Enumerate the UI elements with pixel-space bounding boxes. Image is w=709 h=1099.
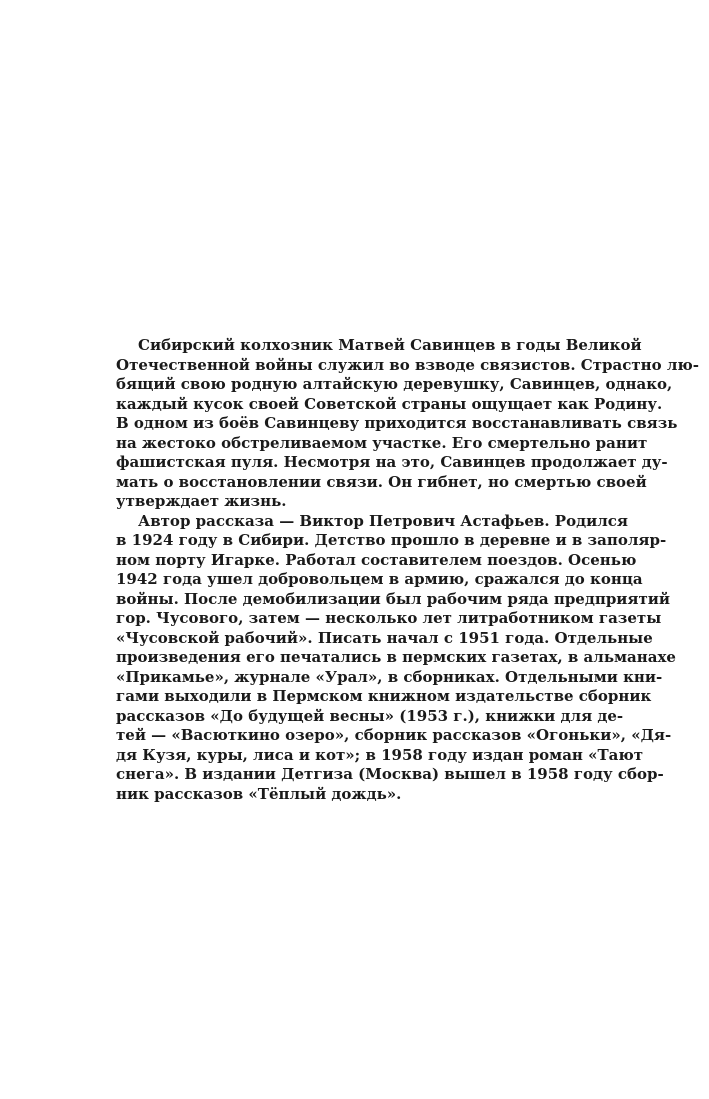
text-line: рассказов «До будущей весны» (1953 г.), книжки для де- [116,706,624,725]
text-line: дя Кузя, куры, лиса и кот»; в 1958 году издан роман «Тают [116,745,644,764]
text-line: каждый кусок своей Советской страны ощущает как Родину. [116,394,663,413]
text-line: ном порту Игарке. Работал составителем поездов. Осенью [116,550,637,569]
text-line: фашистская пуля. Несмотря на это, Савинцев продолжает ду- [116,453,668,471]
text-line: бящий свою родную алтайскую деревушку, Савинцев, однако, [116,375,673,393]
text-line: 1942 года ушел добровольцем в армию, сражался до конца [116,570,643,588]
paragraph-author-bio [116,511,676,805]
text-line: произведения его печатались в пермских газетах, в альманахе [116,648,676,666]
text-line: «Прикамье», журнале «Урал», в сборниках. Отдельными кни- [116,667,663,686]
annotation-text [116,336,700,804]
paragraph-summary [116,336,700,512]
text-line: «Чусовской рабочий». Писать начал с 1951 года. Отдельные [116,628,653,647]
text-line: ник рассказов «Тёплый дождь». [116,784,402,803]
text-line: Отечественной войны служил во взводе связистов. Страстно лю- [116,355,700,374]
text-line: мать о восстановлении связи. Он гибнет, но смертью своей [116,472,647,491]
text-line: Сибирский колхозник Матвей Савинцев в годы Великой [138,336,642,354]
text-line: В одном из боёв Савинцеву приходится восстанавливать связь [116,414,678,432]
text-line: утверждает жизнь. [116,492,287,510]
text-line: на жестоко обстреливаемом участке. Его смертельно ранит [116,433,648,452]
text-line: войны. После демобилизации был рабочим ряда предприятий [116,589,671,608]
text-line: снега». В издании Детгиза (Москва) вышел в 1958 году сбор- [116,765,664,783]
text-line: гами выходили в Пермском книжном издательстве сборник [116,687,652,705]
text-line: тей — «Васюткино озеро», сборник рассказов «Огоньки», «Дя- [116,726,672,744]
text-line: в 1924 году в Сибири. Детство прошло в деревне и в заполяр- [116,531,667,549]
text-line: Автор рассказа — Виктор Петрович Астафьев. Родился [138,511,628,530]
text-line: гор. Чусового, затем — несколько лет литработником газеты [116,609,662,627]
